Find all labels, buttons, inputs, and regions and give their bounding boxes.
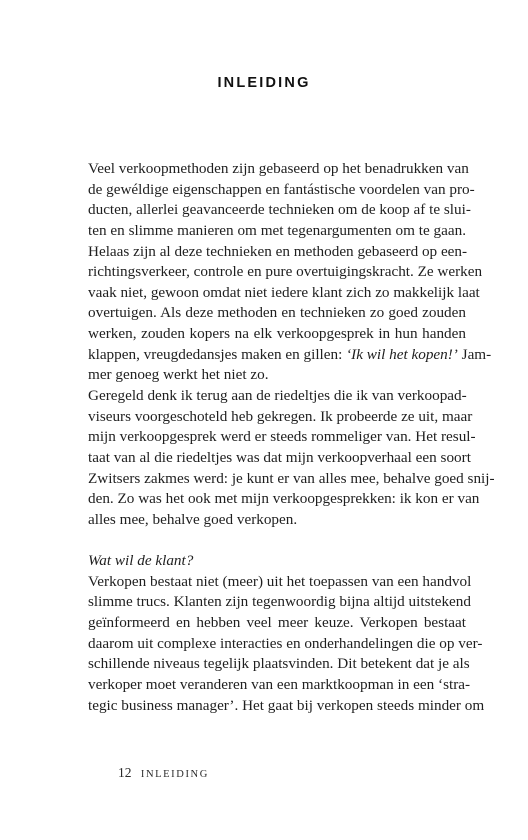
quote: ‘Ik wil het kopen!’ — [346, 345, 458, 363]
paragraph-gap — [88, 531, 466, 552]
page-footer — [118, 765, 209, 781]
text-line: werken, zouden kopers na elk verkoopgesprek in hun handen — [88, 325, 466, 343]
text-line: mijn verkoopgesprek werd er steeds rommeliger van. Het resul- — [88, 428, 476, 446]
text-line: vaak niet, gewoon omdat niet iedere klant zich zo makkelijk laat — [88, 283, 480, 301]
text-line: geïnformeerd en hebben veel meer keuze. Verkopen bestaat — [88, 614, 466, 632]
text-line: overtuigen. Als deze methoden en technieken zo goed zouden — [88, 304, 466, 322]
text-line: mer genoeg werkt het niet zo. — [88, 366, 269, 384]
text-line: alles mee, behalve goed verkopen. — [88, 510, 298, 528]
text-line: daarom uit complexe interacties en onderhandelingen die op ver- — [88, 634, 483, 652]
text-line: Verkopen bestaat niet (meer) uit het toepassen van een handvol — [88, 572, 472, 590]
page-number: 12 — [118, 765, 132, 780]
text-line: Helaas zijn al deze technieken en methoden gebaseerd op een- — [88, 242, 468, 260]
text-line: verkoper moet veranderen van een marktkoopman in een ‘stra- — [88, 676, 471, 694]
text-line-with-quote — [88, 345, 492, 366]
text-segment: Jam- — [457, 345, 492, 363]
text-line: ten en slimme manieren om met tegenargumenten om te gaan. — [88, 221, 466, 239]
text-line: ducten, allerlei geavanceerde technieken om de koop af te slui- — [88, 201, 471, 219]
text-line: tegic business manager’. Het gaat bij verkopen steeds minder om — [88, 696, 485, 714]
text-line: de gewéldige eigenschappen en fantástische voordelen van pro- — [88, 180, 475, 198]
text-line: slimme trucs. Klanten zijn tegenwoordig bijna altijd uitstekend — [88, 593, 471, 611]
text-line: Veel verkoopmethoden zijn gebaseerd op het benadrukken van — [88, 160, 469, 177]
chapter-title: INLEIDING — [217, 75, 311, 91]
text-line: Zwitsers zakmes werd: je kunt er van alles mee, behalve goed snij- — [88, 469, 495, 487]
text-line: den. Zo was het ook met mijn verkoopgesprekken: ik kon er van — [88, 490, 480, 508]
text-line: richtingsverkeer, controle en pure overtuigingskracht. Ze werken — [88, 263, 483, 281]
subheading: Wat wil de klant? — [88, 552, 194, 570]
text-line: taat van al die riedeltjes was dat mijn verkoopverhaal een soort — [88, 448, 471, 466]
body-text — [88, 159, 495, 716]
running-head: INLEIDING — [140, 769, 209, 780]
text-line: Geregeld denk ik terug aan de riedeltjes die ik van verkoopad- — [88, 387, 467, 405]
text-line: schillende niveaus tegelijk plaatsvinden. Dit betekent dat je als — [88, 655, 470, 673]
text-line: viseurs voorgeschoteld heb gekregen. Ik probeerde ze uit, maar — [88, 407, 473, 425]
text-segment: klappen, vreugdedansjes maken en gillen: — [88, 345, 343, 363]
